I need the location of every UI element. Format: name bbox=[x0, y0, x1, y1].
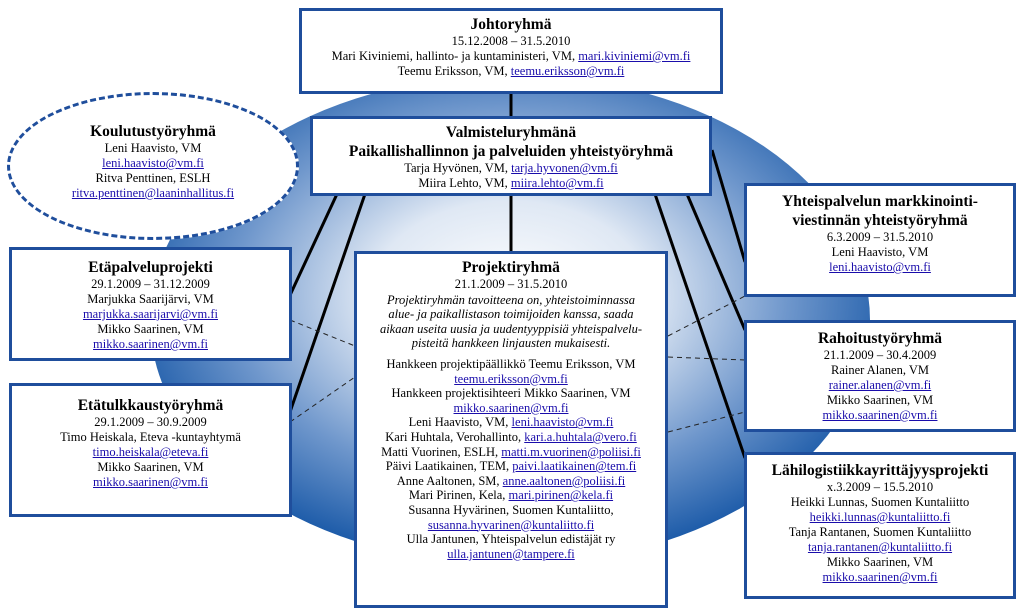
johtoryhma-title: Johtoryhmä bbox=[470, 16, 552, 33]
email-link[interactable]: marjukka.saarijarvi@vm.fi bbox=[82, 307, 219, 321]
projektiryhma-member-row bbox=[357, 401, 665, 416]
email-link[interactable]: teemu.eriksson@vm.fi bbox=[510, 64, 625, 78]
lahilogistiikka-member-3: Mikko Saarinen, VM bbox=[826, 555, 934, 569]
lahilogistiikka-member-1: Heikki Lunnas, Suomen Kuntaliitto bbox=[790, 495, 970, 509]
projektiryhma-member-row bbox=[357, 488, 665, 503]
email-link[interactable]: miira.lehto@vm.fi bbox=[510, 176, 604, 190]
member-name: Tarja Hyvönen, VM, bbox=[404, 161, 512, 175]
email-link[interactable]: paivi.laatikainen@tem.fi bbox=[512, 459, 637, 474]
projektiryhma-member-row bbox=[357, 532, 665, 547]
projektiryhma-title: Projektiryhmä bbox=[462, 259, 560, 276]
projektiryhma-member-row bbox=[357, 445, 665, 460]
johtoryhma-member-2 bbox=[302, 64, 720, 79]
valmisteluryhma-title-2: Paikallishallinnon ja palveluiden yhteistyöryhmä bbox=[348, 143, 674, 160]
member-name: Kari Huhtala, Verohallinto, bbox=[385, 429, 525, 444]
email-link[interactable]: timo.heiskala@eteva.fi bbox=[92, 445, 209, 459]
projektiryhma-member-row bbox=[357, 474, 665, 489]
email-link[interactable]: mikko.saarinen@vm.fi bbox=[453, 400, 569, 415]
etatulkkaustyoryhma-member-1: Timo Heiskala, Eteva -kuntayhtymä bbox=[60, 430, 241, 444]
member-name: Mari Kiviniemi, hallinto- ja kuntaministeri, VM, bbox=[331, 49, 579, 63]
etapalveluprojekti-box bbox=[9, 247, 292, 361]
etatulkkaustyoryhma-box bbox=[9, 383, 292, 517]
email-link[interactable]: mari.pirinen@kela.fi bbox=[508, 488, 614, 503]
projektiryhma-member-row bbox=[357, 503, 665, 518]
valmisteluryhma-member-2 bbox=[313, 176, 709, 191]
projektiryhma-member-row bbox=[357, 386, 665, 401]
koulutustyoryhma-oval bbox=[7, 92, 299, 240]
rahoitustyoryhma-title: Rahoitustyöryhmä bbox=[817, 330, 942, 347]
projektiryhma-member-row bbox=[357, 459, 665, 474]
member-name: Hankkeen projektisihteeri Mikko Saarinen, VM bbox=[391, 386, 631, 401]
email-link[interactable]: matti.m.vuorinen@poliisi.fi bbox=[501, 444, 641, 459]
email-link[interactable]: susanna.hyvarinen@kuntaliitto.fi bbox=[427, 517, 595, 532]
member-name: Susanna Hyvärinen, Suomen Kuntaliitto, bbox=[408, 502, 614, 517]
projektiryhma-box bbox=[354, 251, 668, 608]
projektiryhma-member-row bbox=[357, 518, 665, 533]
projektiryhma-member-row bbox=[357, 372, 665, 387]
projektiryhma-description: Projektiryhmän tavoitteena on, yhteistoiminnassa alue- ja paikallistason toimijoiden kanssa, saada aikaan useita uusia ja uudentyyppisiä yhteispalvelu-pisteitä hankkeen linjausten mukaisesti. bbox=[379, 292, 643, 351]
lahilogistiikka-box bbox=[744, 452, 1016, 599]
member-name: Matti Vuorinen, ESLH, bbox=[381, 444, 502, 459]
koulutustyoryhma-title: Koulutustyöryhmä bbox=[90, 123, 216, 140]
email-link[interactable]: kari.a.huhtala@vero.fi bbox=[524, 429, 637, 444]
lahilogistiikka-dates: x.3.2009 – 15.5.2010 bbox=[826, 480, 934, 494]
etapalveluprojekti-member-1: Marjukka Saarijärvi, VM bbox=[87, 292, 214, 306]
etapalveluprojekti-dates: 29.1.2009 – 31.12.2009 bbox=[91, 277, 210, 291]
valmisteluryhma-box bbox=[310, 116, 712, 196]
member-name: Anne Aaltonen, SM, bbox=[396, 473, 503, 488]
koulutustyoryhma-member-1: Leni Haavisto, VM bbox=[104, 141, 202, 155]
member-name: Mari Pirinen, Kela, bbox=[408, 488, 509, 503]
email-link[interactable]: ritva.penttinen@laaninhallitus.fi bbox=[71, 186, 235, 200]
email-link[interactable]: leni.haavisto@vm.fi bbox=[102, 156, 204, 170]
etatulkkaustyoryhma-title: Etätulkkaustyöryhmä bbox=[77, 397, 224, 414]
email-link[interactable]: anne.aaltonen@poliisi.fi bbox=[502, 473, 626, 488]
email-link[interactable]: tarja.hyvonen@vm.fi bbox=[511, 161, 618, 175]
email-link[interactable]: mari.kiviniemi@vm.fi bbox=[578, 49, 691, 63]
projektiryhma-members bbox=[357, 357, 665, 561]
rahoitustyoryhma-box bbox=[744, 320, 1016, 432]
member-name: Miira Lehto, VM, bbox=[418, 176, 511, 190]
projektiryhma-member-row bbox=[357, 357, 665, 372]
markkinointi-title-1: Yhteispalvelun markkinointi- bbox=[782, 193, 978, 210]
etatulkkaustyoryhma-member-2: Mikko Saarinen, VM bbox=[97, 460, 204, 474]
etapalveluprojekti-member-2: Mikko Saarinen, VM bbox=[97, 322, 204, 336]
johtoryhma-member-1 bbox=[302, 49, 720, 64]
valmisteluryhma-title-1: Valmisteluryhmänä bbox=[445, 124, 577, 141]
koulutustyoryhma-member-2: Ritva Penttinen, ESLH bbox=[95, 171, 211, 185]
email-link[interactable]: mikko.saarinen@vm.fi bbox=[93, 475, 208, 489]
lahilogistiikka-member-2: Tanja Rantanen, Suomen Kuntaliitto bbox=[788, 525, 972, 539]
email-link[interactable]: rainer.alanen@vm.fi bbox=[828, 378, 932, 392]
member-name: Leni Haavisto, VM, bbox=[408, 415, 512, 430]
rahoitustyoryhma-member-2: Mikko Saarinen, VM bbox=[826, 393, 934, 407]
projektiryhma-member-row bbox=[357, 430, 665, 445]
rahoitustyoryhma-member-1: Rainer Alanen, VM bbox=[830, 363, 930, 377]
email-link[interactable]: leni.haavisto@vm.fi bbox=[511, 415, 614, 430]
markkinointi-dates: 6.3.2009 – 31.5.2010 bbox=[826, 230, 934, 244]
valmisteluryhma-member-1 bbox=[313, 161, 709, 176]
email-link[interactable]: tanja.rantanen@kuntaliitto.fi bbox=[807, 540, 953, 554]
email-link[interactable]: mikko.saarinen@vm.fi bbox=[93, 337, 208, 351]
projektiryhma-member-row bbox=[357, 415, 665, 430]
email-link[interactable]: leni.haavisto@vm.fi bbox=[829, 260, 931, 274]
email-link[interactable]: heikki.lunnas@kuntaliitto.fi bbox=[809, 510, 951, 524]
member-name: Ulla Jantunen, Yhteispalvelun edistäjät ry bbox=[406, 532, 616, 547]
markkinointi-member-1: Leni Haavisto, VM bbox=[831, 245, 929, 259]
projektiryhma-dates: 21.1.2009 – 31.5.2010 bbox=[454, 277, 568, 291]
markkinointi-box bbox=[744, 183, 1016, 297]
member-name: Hankkeen projektipäällikkö Teemu Eriksson, VM bbox=[386, 356, 636, 371]
email-link[interactable]: mikko.saarinen@vm.fi bbox=[822, 570, 938, 584]
markkinointi-title-2: viestinnän yhteistyöryhmä bbox=[792, 212, 968, 229]
projektiryhma-member-row bbox=[357, 547, 665, 562]
etatulkkaustyoryhma-dates: 29.1.2009 – 30.9.2009 bbox=[94, 415, 207, 429]
rahoitustyoryhma-dates: 21.1.2009 – 30.4.2009 bbox=[823, 348, 937, 362]
member-name: Päivi Laatikainen, TEM, bbox=[385, 459, 513, 474]
email-link[interactable]: mikko.saarinen@vm.fi bbox=[822, 408, 938, 422]
email-link[interactable]: teemu.eriksson@vm.fi bbox=[454, 371, 568, 386]
etapalveluprojekti-title: Etäpalveluprojekti bbox=[88, 259, 213, 276]
lahilogistiikka-title: Lähilogistiikkayrittäjyysprojekti bbox=[771, 462, 989, 479]
member-name: Teemu Eriksson, VM, bbox=[397, 64, 511, 78]
email-link[interactable]: ulla.jantunen@tampere.fi bbox=[447, 546, 575, 561]
johtoryhma-box bbox=[299, 8, 723, 94]
johtoryhma-dates: 15.12.2008 – 31.5.2010 bbox=[451, 34, 571, 48]
